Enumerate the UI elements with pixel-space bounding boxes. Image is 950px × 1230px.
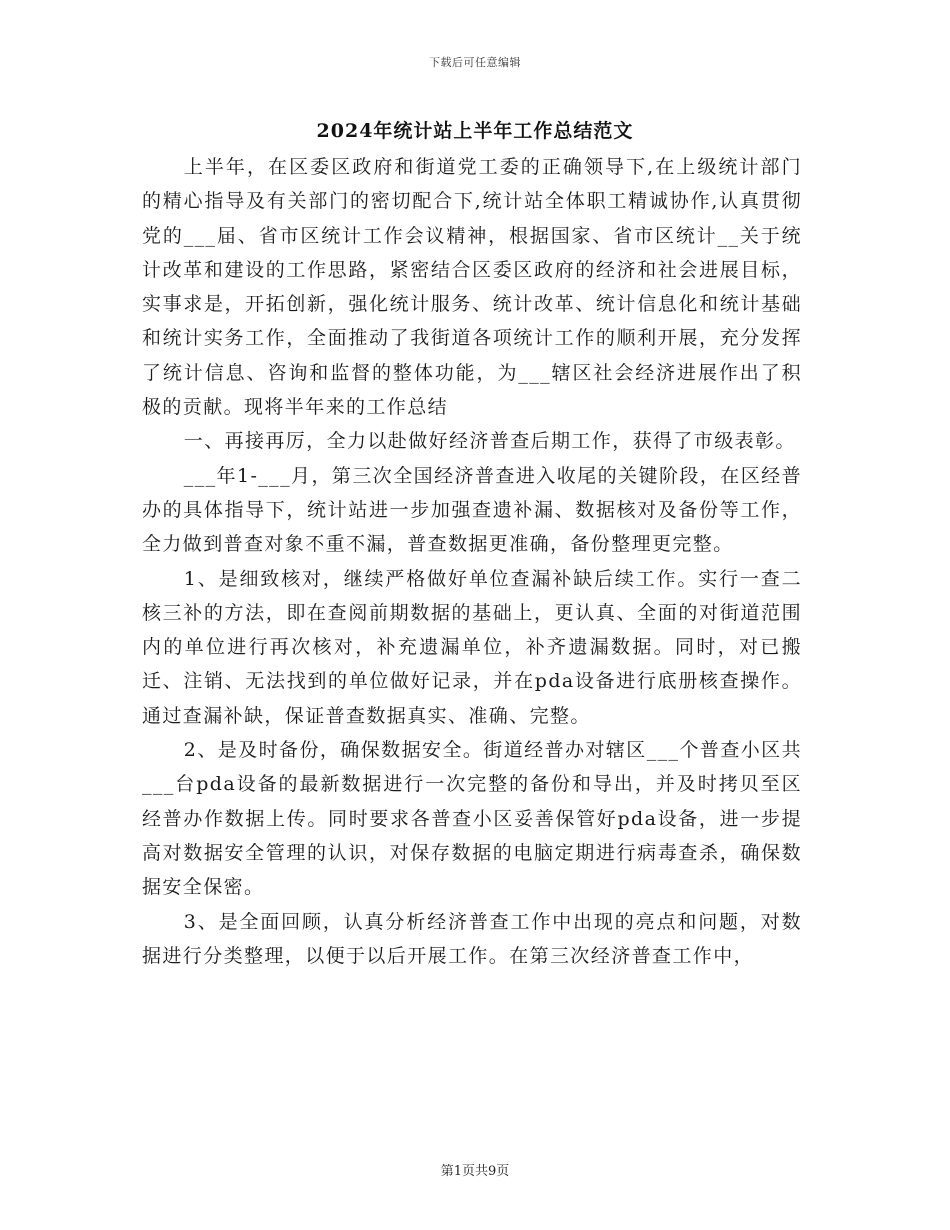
paragraph-section-1-overview: ___年1-___月，第三次全国经济普查进入收尾的关键阶段，在区经普办的具体指导下，统计站进一步加强查遗补漏、数据核对及备份等工作，全力做到普查对象不重不漏，普查数据更准确，备份整理更完整。 [142,464,802,556]
document-title: 2024年统计站上半年工作总结范文 [316,120,634,142]
paragraph-item-3: 3、是全面回顾，认真分析经济普查工作中出现的亮点和问题，对数据进行分类整理，以便于以后开展工作。在第三次经济普查工作中， [142,910,802,967]
header-note: 下载后可任意编辑 [429,56,521,69]
paragraph-item-1: 1、是细致核对，继续严格做好单位查漏补缺后续工作。实行一查二核三补的方法，即在查阅前期数据的基础上，更认真、全面的对街道范围内的单位进行再次核对，补充遗漏单位，补齐遗漏数据。同时，对已搬迁、注销、无法找到的单位做好记录，并在pda设备进行底册核查操作。通过查漏补缺，保证普查数据真实、准确、完整。 [142,567,802,727]
paragraph-intro: 上半年，在区委区政府和街道党工委的正确领导下,在上级统计部门的精心指导及有关部门的密切配合下,统计站全体职工精诚协作,认真贯彻党的___届、省市区统计工作会议精神，根据国家、省市区统计__关于统计改革和建设的工作思路，紧密结合区委区政府的经济和社会进展目标，实事求是，开拓创新，强化统计服务、统计改革、统计信息化和统计基础和统计实务工作，全面推动了我街道各项统计工作的顺利开展，充分发挥了统计信息、咨询和监督的整体功能，为___辖区社会经济进展作出了积极的贡献。现将半年来的工作总结 [142,156,802,419]
document-body [142,150,802,973]
paragraph-section-1-heading: 一、再接再厉，全力以赴做好经济普查后期工作，获得了市级表彰。 [183,430,796,453]
page-number-footer: 第1页共9页 [440,1164,510,1179]
paragraph-item-2: 2、是及时备份，确保数据安全。街道经普办对辖区___个普查小区共___台pda设备的最新数据进行一次完整的备份和导出，并及时拷贝至区经普办作数据上传。同时要求各普查小区妥善保管好pda设备，进一步提高对数据安全管理的认识，对保存数据的电脑定期进行病毒查杀，确保数据安全保密。 [142,739,802,899]
